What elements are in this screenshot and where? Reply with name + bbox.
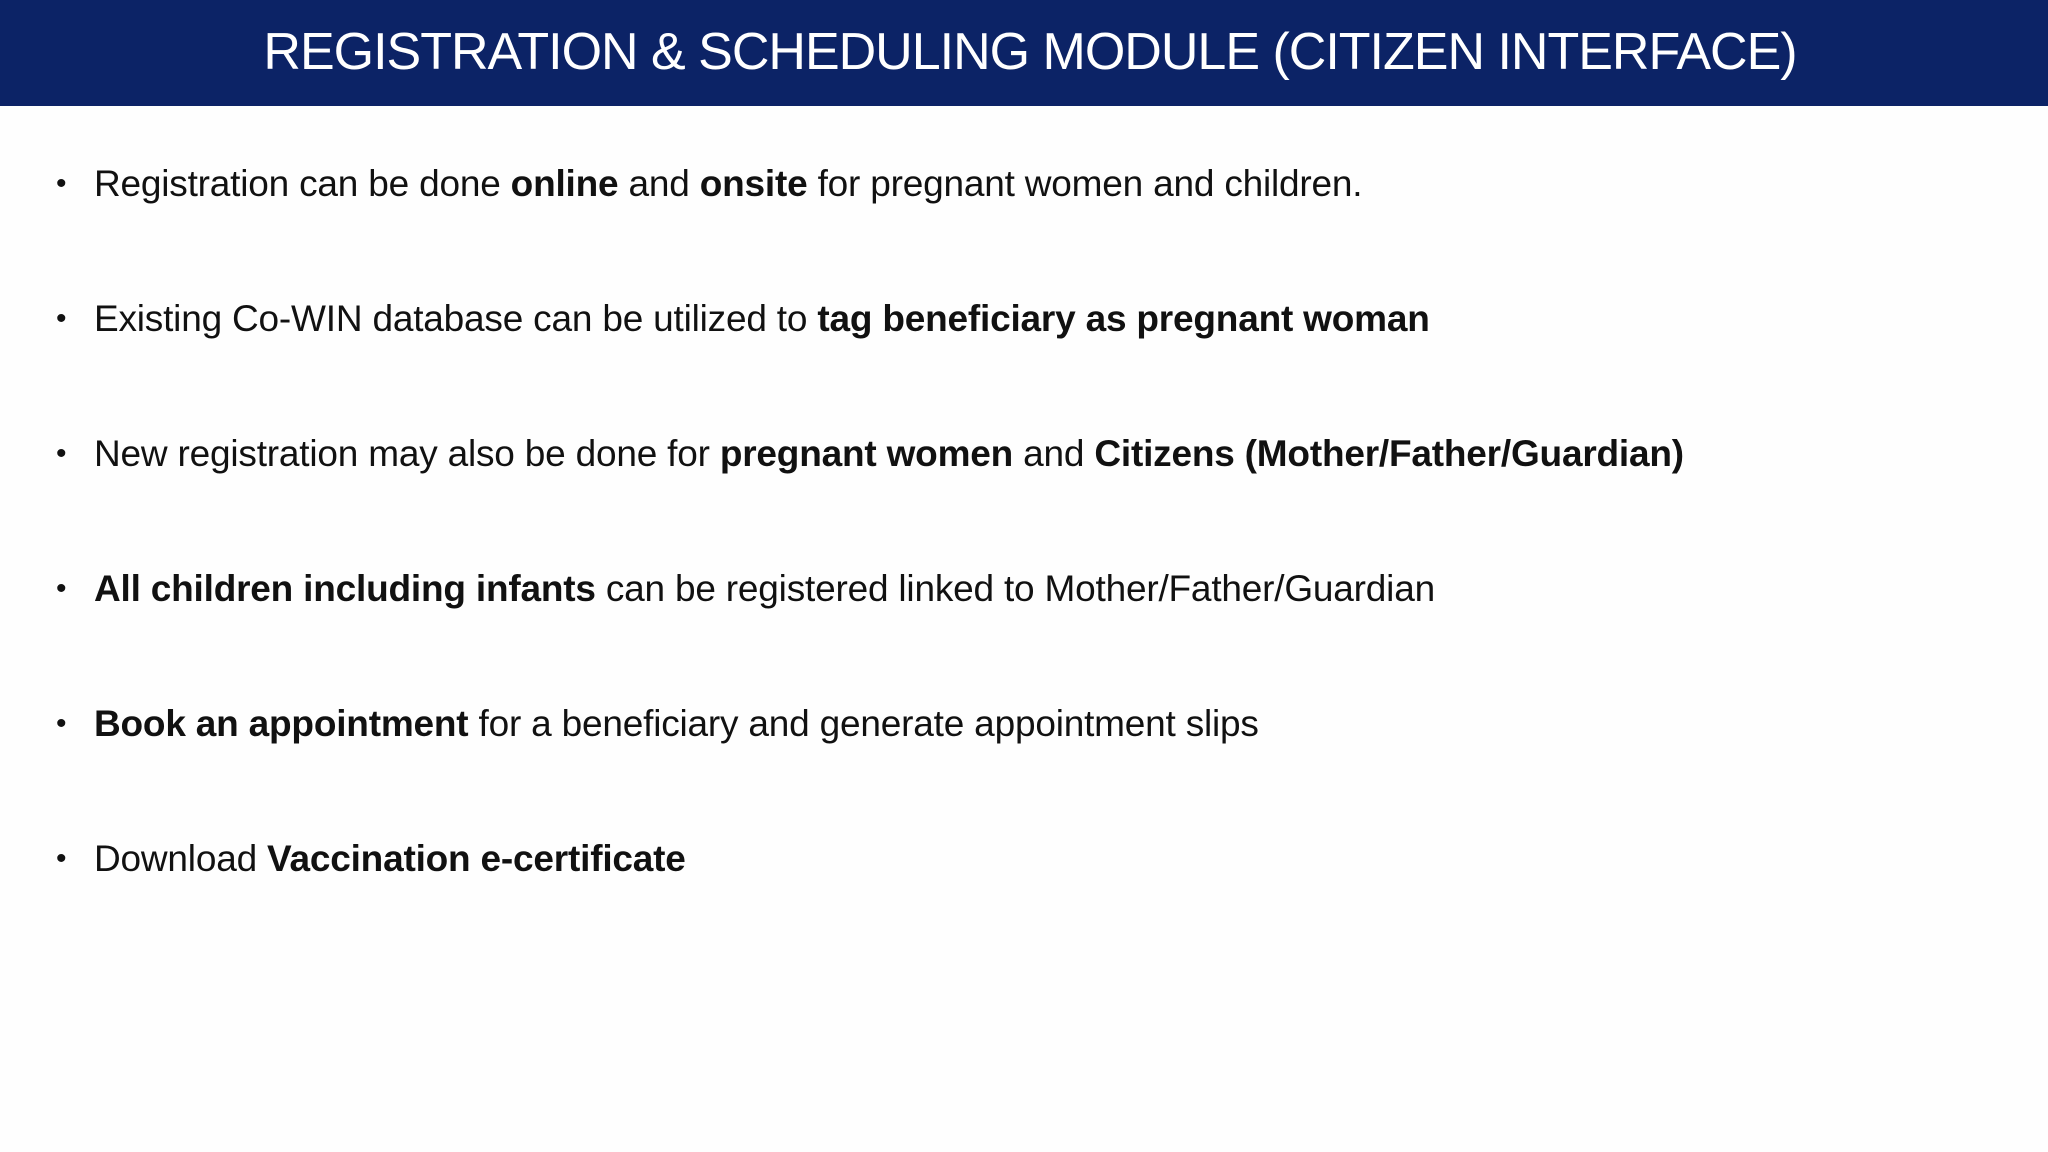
bullet-segment-bold: onsite <box>699 163 808 204</box>
bullet-segment-bold: pregnant women <box>719 433 1014 474</box>
bullet-item <box>56 159 1362 209</box>
bullet-marker: • <box>56 437 67 470</box>
bullet-marker: • <box>56 167 67 200</box>
bullet-segment: Download <box>94 838 268 879</box>
bullet-segment: for pregnant women and children. <box>807 163 1363 204</box>
bullet-item <box>56 429 1684 479</box>
page-title: REGISTRATION & SCHEDULING MODULE (CITIZEN INTERFACE) <box>263 23 1797 81</box>
bullet-segment-bold: tag beneficiary as pregnant woman <box>817 298 1430 339</box>
bullet-text <box>94 838 686 880</box>
bullet-marker: • <box>56 572 67 605</box>
bullet-segment-bold: Vaccination e-certificate <box>267 838 686 879</box>
bullet-segment: Existing Co-WIN database can be utilized to <box>94 298 818 339</box>
bullet-segment: can be registered linked to Mother/Father/Guardian <box>595 568 1435 609</box>
bullet-marker: • <box>56 707 67 740</box>
bullet-segment: and <box>1013 433 1095 474</box>
bullet-marker: • <box>56 302 67 335</box>
bullet-text <box>94 703 1259 745</box>
bullet-text <box>94 568 1435 610</box>
bullet-marker: • <box>56 842 67 875</box>
bullet-item <box>56 564 1435 614</box>
bullet-text <box>94 298 1430 340</box>
bullet-item <box>56 294 1430 344</box>
bullet-segment-bold: All children including infants <box>94 568 596 609</box>
bullet-segment-bold: Book an appointment <box>94 703 469 744</box>
bullet-item <box>56 699 1259 749</box>
bullet-segment: and <box>618 163 700 204</box>
bullet-text <box>94 163 1362 205</box>
bullet-segment: New registration may also be done for <box>94 433 720 474</box>
bullet-segment: Registration can be done <box>94 163 511 204</box>
bullet-text <box>94 433 1684 475</box>
bullet-segment-bold: online <box>510 163 619 204</box>
bullet-segment-bold: Citizens (Mother/Father/Guardian) <box>1094 433 1684 474</box>
bullet-segment: for a beneficiary and generate appointment slips <box>468 703 1259 744</box>
bullet-item <box>56 834 686 884</box>
